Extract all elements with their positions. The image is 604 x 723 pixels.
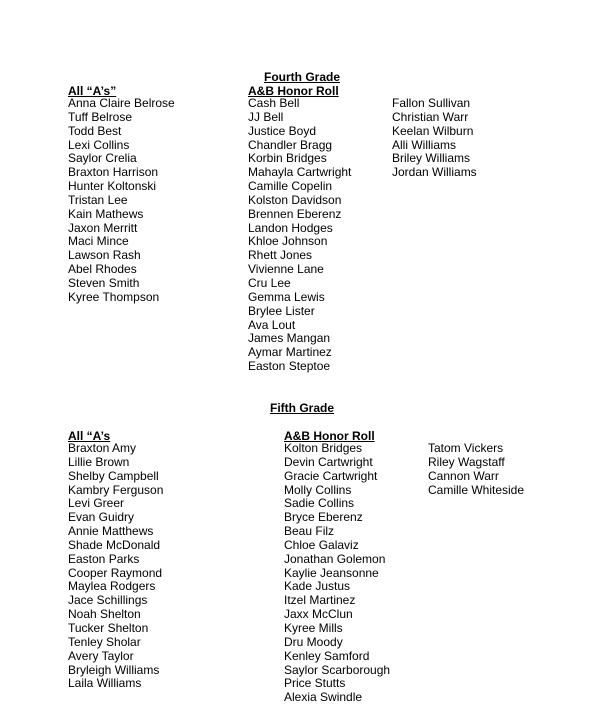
student-name: Easton Steptoe xyxy=(248,359,331,374)
student-name: Kambry Ferguson xyxy=(68,482,164,497)
student-name: Levi Greer xyxy=(68,496,125,511)
student-name: Christian Warr xyxy=(392,109,469,124)
student-name: Laila Williams xyxy=(68,676,142,691)
student-name: Molly Collins xyxy=(284,482,352,497)
student-name: Briley Williams xyxy=(392,151,470,166)
student-name: Lexi Collins xyxy=(68,137,130,152)
fourth-grade-honor-roll-list-1 xyxy=(248,97,351,374)
student-name: Tatom Vickers xyxy=(428,441,504,455)
student-name: Chandler Bragg xyxy=(248,137,333,152)
student-name: Lawson Rash xyxy=(68,248,141,263)
fifth-grade-honor-roll-heading: A&B Honor Roll xyxy=(284,429,375,443)
student-name: Fallon Sullivan xyxy=(392,96,471,110)
student-name: Cash Bell xyxy=(248,96,300,110)
student-name: Steven Smith xyxy=(68,275,140,290)
fourth-grade-honor-roll-heading: A&B Honor Roll xyxy=(248,84,339,98)
student-name: Braxton Amy xyxy=(68,441,137,455)
student-name: Gemma Lewis xyxy=(248,289,325,304)
student-name: Sadie Collins xyxy=(284,496,355,511)
student-name: Rhett Jones xyxy=(248,248,313,263)
student-name: Shelby Campbell xyxy=(68,468,159,483)
student-name: Kade Justus xyxy=(284,579,351,594)
student-name: Brennen Eberenz xyxy=(248,206,342,221)
student-name: Kyree Thompson xyxy=(68,289,160,304)
student-name: Jaxon Merritt xyxy=(68,220,138,235)
fifth-grade-honor-roll-list-2 xyxy=(428,442,524,497)
student-name: Annie Matthews xyxy=(68,524,154,539)
student-name: Braxton Harrison xyxy=(68,165,159,180)
fifth-grade-all-as-heading: All “A’s xyxy=(68,429,111,443)
student-name: Hunter Koltonski xyxy=(68,179,157,194)
student-name: Tristan Lee xyxy=(68,192,128,207)
student-name: Abel Rhodes xyxy=(68,262,137,277)
student-name: Devin Cartwright xyxy=(284,454,373,469)
fifth-grade-honor-roll-list-1 xyxy=(284,442,390,705)
student-name: Camille Whiteside xyxy=(428,482,525,497)
student-name: Avery Taylor xyxy=(68,648,134,663)
student-name: Khloe Johnson xyxy=(248,234,328,249)
student-name: Price Stutts xyxy=(284,676,346,691)
student-name: Riley Wagstaff xyxy=(428,454,505,469)
student-name: Cooper Raymond xyxy=(68,565,163,580)
student-name: Landon Hodges xyxy=(248,220,333,235)
student-name: Vivienne Lane xyxy=(248,262,324,277)
student-name: Gracie Cartwright xyxy=(284,468,378,483)
student-name: Easton Parks xyxy=(68,551,140,566)
student-name: Evan Guidry xyxy=(68,510,135,525)
student-name: Noah Shelton xyxy=(68,607,141,622)
student-name: Kyree Mills xyxy=(284,620,343,635)
student-name: Ava Lout xyxy=(248,317,296,332)
student-name: Shade McDonald xyxy=(68,537,161,552)
student-name: Tucker Shelton xyxy=(68,620,149,635)
student-name: Kolston Davidson xyxy=(248,192,342,207)
student-name: Jaxx McClun xyxy=(284,607,353,622)
student-name: Mahayla Cartwright xyxy=(248,165,352,180)
fourth-grade-all-as-heading: All “A’s” xyxy=(68,84,117,98)
student-name: Cannon Warr xyxy=(428,468,499,483)
student-name: Kain Mathews xyxy=(68,206,144,221)
fifth-grade-all-as-list xyxy=(68,442,163,691)
student-name: Justice Boyd xyxy=(248,123,317,138)
student-name: Saylor Scarborough xyxy=(284,662,391,677)
student-name: James Mangan xyxy=(248,331,331,346)
student-name: Kenley Samford xyxy=(284,648,370,663)
fourth-grade-all-as-list xyxy=(68,97,175,305)
student-name: Todd Best xyxy=(68,123,122,138)
student-name: Cru Lee xyxy=(248,275,291,290)
fourth-grade-title: Fourth Grade xyxy=(264,70,341,84)
student-name: Chloe Galaviz xyxy=(284,537,359,552)
student-name: Kolton Bridges xyxy=(284,441,363,455)
student-name: Jace Schillings xyxy=(68,593,148,608)
student-name: Bryleigh Williams xyxy=(68,662,160,677)
student-name: Lillie Brown xyxy=(68,454,130,469)
student-name: Bryce Eberenz xyxy=(284,510,363,525)
student-name: Jonathan Golemon xyxy=(284,551,386,566)
fourth-grade-honor-roll-list-2 xyxy=(392,97,477,180)
student-name: Maci Mince xyxy=(68,234,129,249)
student-name: Dru Moody xyxy=(284,634,343,649)
student-name: Alexia Swindle xyxy=(284,690,363,705)
student-name: Brylee Lister xyxy=(248,303,315,318)
student-name: Aymar Martinez xyxy=(248,345,332,360)
fifth-grade-title: Fifth Grade xyxy=(270,401,335,415)
student-name: Keelan Wilburn xyxy=(392,123,474,138)
student-name: Saylor Crelia xyxy=(68,151,137,166)
student-name: Alli Williams xyxy=(392,137,456,152)
student-name: Kaylie Jeansonne xyxy=(284,565,379,580)
student-name: Itzel Martinez xyxy=(284,593,356,608)
student-name: Tuff Belrose xyxy=(68,109,133,124)
student-name: Tenley Sholar xyxy=(68,634,141,649)
student-name: Jordan Williams xyxy=(392,165,477,180)
student-name: Korbin Bridges xyxy=(248,151,327,166)
student-name: Beau Filz xyxy=(284,524,335,539)
student-name: Anna Claire Belrose xyxy=(68,96,175,110)
student-name: JJ Bell xyxy=(248,109,284,124)
student-name: Camille Copelin xyxy=(248,179,333,194)
student-name: Maylea Rodgers xyxy=(68,579,156,594)
